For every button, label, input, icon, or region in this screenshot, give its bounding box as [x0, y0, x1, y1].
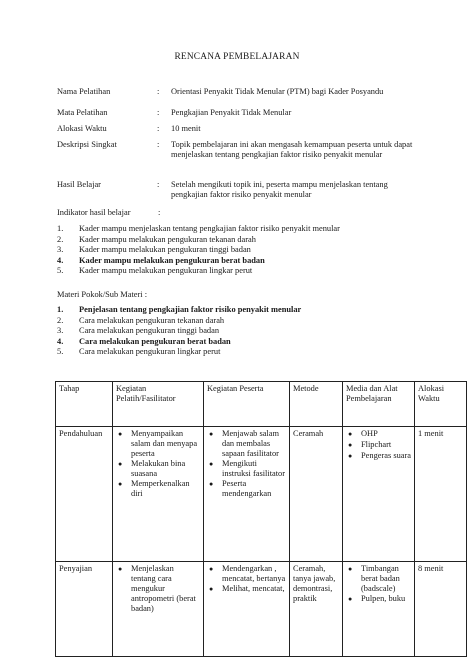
list-item — [207, 584, 286, 595]
list-item — [57, 256, 437, 267]
list-text: Kader mampu melakukan pengukuran tinggi badan — [79, 245, 251, 255]
document-title: RENCANA PEMBELAJARAN — [174, 52, 300, 62]
bullet-icon: ● — [118, 480, 123, 489]
list-text: Kader mampu menjelaskan tentang pengkajian faktor risiko penyakit menular — [79, 224, 340, 233]
table-cell: 1 menit — [415, 427, 467, 562]
bullet-icon: ● — [348, 441, 353, 449]
list-number: 3. — [57, 245, 64, 255]
list-item — [207, 459, 286, 479]
list-item — [57, 316, 437, 327]
list-item — [57, 235, 437, 246]
list-item — [207, 429, 286, 459]
list-item — [207, 479, 286, 499]
info-label: Nama Pelatihan — [57, 87, 111, 96]
list-text: Flipchart — [361, 440, 392, 449]
info-value: Orientasi Penyakit Tidak Menular (PTM) bagi Kader Posyandu — [171, 87, 384, 96]
info-row-deskripsi-singkat — [57, 140, 457, 160]
table-cell: Ceramah — [290, 427, 343, 562]
list-item — [57, 245, 437, 256]
info-colon: : — [157, 140, 160, 149]
info-row-alokasi-waktu — [57, 124, 457, 134]
list-item — [346, 429, 411, 440]
info-value: Topik pembelajaran ini akan mengasah kemampuan peserta untuk dapat menjelaskan tentang pengkajian faktor risiko penyakit menular — [171, 140, 413, 160]
bullet-icon: ● — [209, 430, 214, 438]
info-value: Pengkajian Penyakit Tidak Menular — [171, 108, 292, 117]
table-cell — [343, 427, 415, 562]
list-number: 1. — [57, 305, 64, 314]
info-colon: : — [157, 87, 160, 96]
list-item — [57, 337, 437, 348]
table-cell: Penyajian — [56, 562, 113, 657]
table-cell — [204, 562, 290, 657]
column-header: Metode — [290, 382, 343, 427]
list-item — [346, 564, 411, 594]
list-text: OHP — [361, 429, 378, 438]
column-header: Tahap — [56, 382, 113, 427]
list-item — [346, 594, 411, 605]
column-header: Kegiatan Pelatih/Fasilitator — [113, 382, 204, 427]
info-row-hasil-belajar — [57, 180, 457, 200]
list-item — [207, 564, 286, 584]
list-text: Kader mampu melakukan pengukuran tekanan darah — [79, 234, 256, 244]
bullet-icon: ● — [118, 565, 123, 573]
list-item — [57, 326, 437, 337]
bullet-list — [207, 429, 286, 500]
list-number: 2. — [57, 234, 64, 244]
column-header: Kegiatan Peserta — [204, 382, 290, 427]
bullet-list — [116, 429, 200, 500]
column-header: Alokasi Waktu — [415, 382, 467, 427]
indikator-list — [57, 224, 437, 277]
list-item — [346, 451, 411, 462]
materi-list — [57, 305, 437, 358]
list-text: Memperkenalkan diri — [131, 479, 190, 499]
list-item — [346, 440, 411, 451]
bullet-list — [346, 429, 411, 462]
table-cell: Ceramah, tanya jawab, demontrasi, praktik — [290, 562, 343, 657]
list-text: Cara melakukan pengukuran tekanan darah — [79, 315, 225, 325]
list-number: 4. — [57, 336, 64, 346]
bullet-icon: ● — [348, 452, 353, 460]
table-row — [56, 562, 467, 657]
list-text: Melakukan bina suasana — [131, 459, 186, 479]
list-item — [116, 479, 200, 499]
list-text: Pengeras suara — [361, 451, 411, 460]
info-colon: : — [157, 108, 160, 117]
list-number: 4. — [57, 255, 64, 265]
list-number: 3. — [57, 326, 64, 336]
list-item — [116, 459, 200, 479]
info-row-mata-pelatihan — [57, 108, 457, 118]
indikator-colon: : — [158, 208, 161, 217]
bullet-icon: ● — [118, 430, 123, 438]
list-item — [57, 347, 437, 358]
info-label: Mata Pelatihan — [57, 108, 108, 117]
indikator-heading: Indikator hasil belajar — [57, 208, 131, 217]
list-number: 2. — [57, 315, 64, 325]
list-text: Mendengarkan , mencatat, bertanya — [222, 564, 286, 584]
bullet-icon: ● — [348, 565, 353, 573]
list-text: Cara melakukan pengukuran berat badan — [79, 336, 231, 346]
info-row-nama-pelatihan — [57, 87, 457, 97]
bullet-icon: ● — [209, 585, 214, 594]
table-cell: Pendahuluan — [56, 427, 113, 562]
list-item — [57, 305, 437, 316]
info-label: Hasil Belajar — [57, 180, 101, 189]
info-colon: : — [157, 124, 160, 133]
lesson-plan-table — [55, 381, 467, 657]
list-text: Peserta mendengarkan — [222, 479, 272, 499]
table-cell — [113, 562, 204, 657]
list-number: 5. — [57, 266, 64, 276]
info-colon: : — [157, 180, 160, 189]
list-item — [116, 429, 200, 459]
info-label: Deskripsi Singkat — [57, 140, 117, 149]
info-label: Alokasi Waktu — [57, 124, 107, 133]
list-text: Menjelaskan tentang cara mengukur antropometri (berat badan) — [131, 564, 196, 614]
list-item — [57, 224, 437, 235]
table-row — [56, 427, 467, 562]
table-cell — [113, 427, 204, 562]
list-text: Penjelasan tentang pengkajian faktor risiko penyakit menular — [79, 305, 302, 314]
bullet-list — [346, 564, 411, 605]
list-text: Mengikuti instruksi fasilitator — [222, 459, 286, 479]
bullet-icon: ● — [209, 565, 214, 573]
list-item — [116, 564, 200, 614]
table-cell: 8 menit — [415, 562, 467, 657]
list-text: Pulpen, buku — [361, 594, 406, 604]
table-cell — [343, 562, 415, 657]
list-text: Cara melakukan pengukuran lingkar perut — [79, 347, 221, 357]
list-number: 1. — [57, 224, 64, 233]
list-text: Kader mampu melakukan pengukuran lingkar perut — [79, 266, 253, 276]
list-text: Cara melakukan pengukuran tinggi badan — [79, 326, 220, 336]
list-text: Menjawab salam dan membalas sapaan fasilitator — [222, 429, 279, 459]
materi-heading: Materi Pokok/Sub Materi : — [57, 290, 148, 299]
list-number: 5. — [57, 347, 64, 357]
bullet-icon: ● — [348, 595, 353, 604]
bullet-icon: ● — [348, 430, 353, 438]
bullet-list — [207, 564, 286, 595]
bullet-icon: ● — [209, 460, 214, 469]
column-header: Media dan Alat Pembelajaran — [343, 382, 415, 427]
bullet-list — [116, 564, 200, 614]
table-header-row — [56, 382, 467, 427]
info-value: Setelah mengikuti topik ini, peserta mampu menjelaskan tentang pengkajian faktor risiko penyakit menular — [171, 180, 388, 200]
list-text: Kader mampu melakukan pengukuran berat badan — [79, 255, 265, 265]
list-text: Timbangan berat badan (badscale) — [361, 564, 400, 594]
list-item — [57, 266, 437, 277]
list-text: Melihat, mencatat, — [222, 584, 285, 594]
list-text: Menyampaikan salam dan menyapa peserta — [131, 429, 198, 459]
bullet-icon: ● — [209, 480, 214, 489]
info-value: 10 menit — [171, 124, 201, 133]
table-cell — [204, 427, 290, 562]
bullet-icon: ● — [118, 460, 123, 469]
